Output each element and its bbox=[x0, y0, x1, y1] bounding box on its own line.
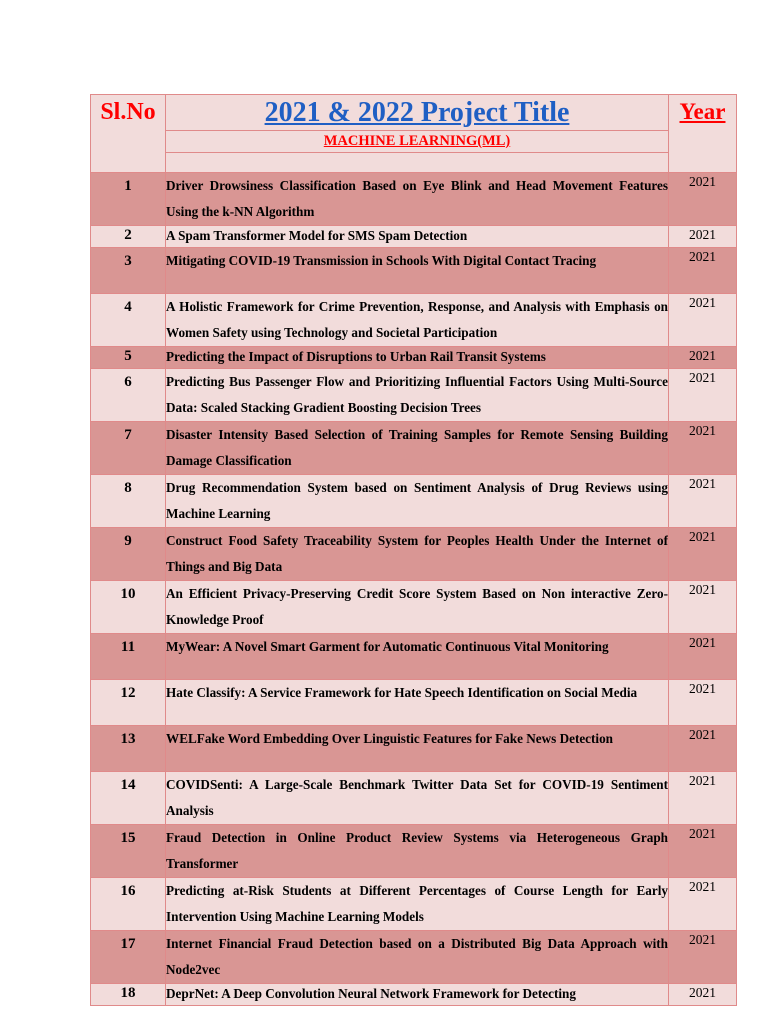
row-year: 2021 bbox=[669, 772, 737, 825]
table-row bbox=[91, 294, 737, 347]
table-row bbox=[91, 581, 737, 634]
row-sl-number: 7 bbox=[91, 422, 166, 475]
table-row bbox=[91, 680, 737, 726]
blank-cell bbox=[166, 153, 669, 173]
row-year: 2021 bbox=[669, 347, 737, 369]
row-sl-number: 12 bbox=[91, 680, 166, 726]
row-year: 2021 bbox=[669, 680, 737, 726]
row-sl-number: 11 bbox=[91, 634, 166, 680]
category-row bbox=[91, 131, 737, 153]
row-project-title: Internet Financial Fraud Detection based on a Distributed Big Data Approach with Node2vec bbox=[166, 931, 669, 984]
row-project-title: Mitigating COVID-19 Transmission in Schools With Digital Contact Tracing bbox=[166, 248, 669, 294]
row-sl-number: 4 bbox=[91, 294, 166, 347]
table-row bbox=[91, 226, 737, 248]
row-year: 2021 bbox=[669, 726, 737, 772]
project-rows bbox=[91, 173, 737, 1006]
row-sl-number: 15 bbox=[91, 825, 166, 878]
row-sl-number: 13 bbox=[91, 726, 166, 772]
row-sl-number: 8 bbox=[91, 475, 166, 528]
row-project-title: Drug Recommendation System based on Sentiment Analysis of Drug Reviews using Machine Learning bbox=[166, 475, 669, 528]
row-project-title: Predicting the Impact of Disruptions to Urban Rail Transit Systems bbox=[166, 347, 669, 369]
row-project-title: Driver Drowsiness Classification Based on Eye Blink and Head Movement Features Using the k-NN Algorithm bbox=[166, 173, 669, 226]
table-row bbox=[91, 347, 737, 369]
row-year: 2021 bbox=[669, 226, 737, 248]
row-year: 2021 bbox=[669, 634, 737, 680]
row-project-title: Predicting Bus Passenger Flow and Prioritizing Influential Factors Using Multi-Source Data: Scaled Stacking Gradient Boosting Decision Trees bbox=[166, 369, 669, 422]
row-project-title: MyWear: A Novel Smart Garment for Automatic Continuous Vital Monitoring bbox=[166, 634, 669, 680]
row-project-title: An Efficient Privacy-Preserving Credit Score System Based on Non interactive Zero-Knowledge Proof bbox=[166, 581, 669, 634]
row-sl-number: 2 bbox=[91, 226, 166, 248]
row-year: 2021 bbox=[669, 294, 737, 347]
row-year: 2021 bbox=[669, 931, 737, 984]
table-row bbox=[91, 173, 737, 226]
category-label: MACHINE LEARNING(ML) bbox=[166, 131, 669, 153]
row-sl-number: 1 bbox=[91, 173, 166, 226]
sl-no-header: Sl.No bbox=[91, 95, 166, 173]
row-project-title: DeprNet: A Deep Convolution Neural Network Framework for Detecting bbox=[166, 984, 669, 1006]
table-row bbox=[91, 825, 737, 878]
table-row bbox=[91, 422, 737, 475]
row-sl-number: 3 bbox=[91, 248, 166, 294]
table-row bbox=[91, 772, 737, 825]
row-year: 2021 bbox=[669, 422, 737, 475]
table-row bbox=[91, 248, 737, 294]
table-row bbox=[91, 528, 737, 581]
row-year: 2021 bbox=[669, 528, 737, 581]
row-project-title: COVIDSenti: A Large-Scale Benchmark Twitter Data Set for COVID-19 Sentiment Analysis bbox=[166, 772, 669, 825]
table-row bbox=[91, 984, 737, 1006]
table-row bbox=[91, 634, 737, 680]
row-sl-number: 16 bbox=[91, 878, 166, 931]
table-row bbox=[91, 726, 737, 772]
table-row bbox=[91, 369, 737, 422]
blank-row bbox=[91, 153, 737, 173]
table-row bbox=[91, 878, 737, 931]
row-sl-number: 6 bbox=[91, 369, 166, 422]
row-project-title: Hate Classify: A Service Framework for Hate Speech Identification on Social Media bbox=[166, 680, 669, 726]
row-project-title: A Holistic Framework for Crime Prevention, Response, and Analysis with Emphasis on Women Safety using Technology and Societal Participation bbox=[166, 294, 669, 347]
row-project-title: Construct Food Safety Traceability System for Peoples Health Under the Internet of Things and Big Data bbox=[166, 528, 669, 581]
row-project-title: A Spam Transformer Model for SMS Spam Detection bbox=[166, 226, 669, 248]
project-table bbox=[90, 94, 737, 1006]
row-project-title: Predicting at-Risk Students at Different Percentages of Course Length for Early Intervention Using Machine Learning Models bbox=[166, 878, 669, 931]
table-row bbox=[91, 475, 737, 528]
row-project-title: Disaster Intensity Based Selection of Training Samples for Remote Sensing Building Damage Classification bbox=[166, 422, 669, 475]
row-sl-number: 10 bbox=[91, 581, 166, 634]
row-year: 2021 bbox=[669, 825, 737, 878]
year-header: Year bbox=[669, 95, 737, 173]
row-year: 2021 bbox=[669, 984, 737, 1006]
row-project-title: WELFake Word Embedding Over Linguistic Features for Fake News Detection bbox=[166, 726, 669, 772]
row-sl-number: 5 bbox=[91, 347, 166, 369]
row-year: 2021 bbox=[669, 369, 737, 422]
table-row bbox=[91, 931, 737, 984]
row-sl-number: 17 bbox=[91, 931, 166, 984]
row-year: 2021 bbox=[669, 581, 737, 634]
row-year: 2021 bbox=[669, 878, 737, 931]
row-sl-number: 9 bbox=[91, 528, 166, 581]
table-title: 2021 & 2022 Project Title bbox=[166, 95, 669, 131]
row-project-title: Fraud Detection in Online Product Review Systems via Heterogeneous Graph Transformer bbox=[166, 825, 669, 878]
header-row bbox=[91, 95, 737, 131]
row-year: 2021 bbox=[669, 173, 737, 226]
row-sl-number: 18 bbox=[91, 984, 166, 1006]
row-year: 2021 bbox=[669, 248, 737, 294]
row-sl-number: 14 bbox=[91, 772, 166, 825]
row-year: 2021 bbox=[669, 475, 737, 528]
